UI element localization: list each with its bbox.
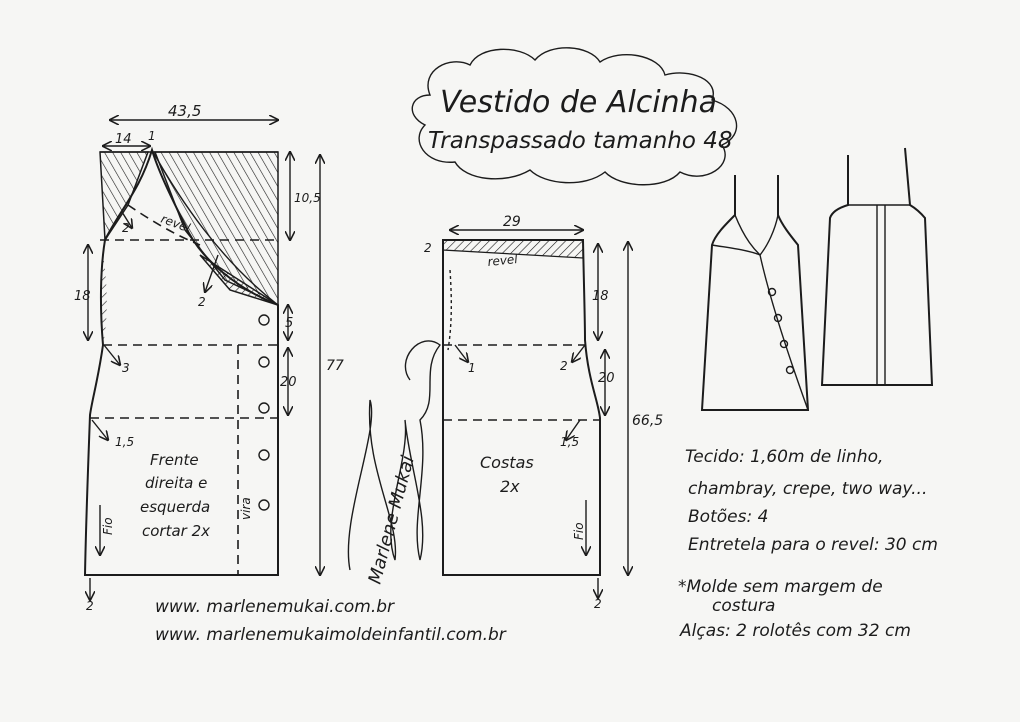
front-button <box>259 500 269 510</box>
front-label-3: esquerda <box>140 498 211 516</box>
website-1: www. marlenemukai.com.br <box>155 597 395 617</box>
back-dim-1: 1 <box>468 361 476 375</box>
dress-front-illustration <box>702 175 808 410</box>
front-dim-button: 5 <box>285 316 294 331</box>
note-straps: Alças: 2 rolotês com 32 cm <box>680 621 911 641</box>
front-dim-width: 43,5 <box>168 102 202 120</box>
note-fabric-2: chambray, crepe, two way... <box>688 479 928 499</box>
front-dim-side-top: 10,5 <box>294 191 321 205</box>
back-dim-2: 2 <box>560 359 568 373</box>
note-fabric: Tecido: 1,60m de linho, <box>685 447 884 467</box>
front-dim-top: 14 <box>115 132 132 147</box>
front-grain-label: Fio <box>101 517 115 535</box>
back-dim-width: 29 <box>503 214 521 230</box>
note-interfacing: Entretela para o revel: 30 cm <box>688 535 938 555</box>
front-button <box>259 357 269 367</box>
website-2: www. marlenemukaimoldeinfantil.com.br <box>155 625 506 645</box>
back-grain-label: Fio <box>572 522 586 540</box>
front-dim-15: 1,5 <box>115 435 135 449</box>
note-seam-2: costura <box>712 596 776 616</box>
back-dim-15: 1,5 <box>560 435 580 449</box>
back-dim-edge: 2 <box>424 241 432 255</box>
front-dim-total: 77 <box>326 358 344 374</box>
front-label-4: cortar 2x <box>142 522 211 540</box>
dress-back-illustration <box>822 148 932 385</box>
front-button <box>259 450 269 460</box>
front-facing-label: revel <box>158 211 193 236</box>
title-line1: Vestido de Alcinha <box>440 85 718 120</box>
back-label-2: 2x <box>500 477 520 496</box>
front-label-2: direita e <box>145 474 208 492</box>
front-dim-2b: 2 <box>198 295 206 309</box>
front-dim-3: 3 <box>122 361 130 375</box>
note-seam: *Molde sem margem de <box>678 577 883 597</box>
back-label-1: Costas <box>480 453 534 472</box>
back-facing-label: revel <box>486 251 519 269</box>
front-dim-small: 1 <box>148 129 156 143</box>
front-button <box>259 315 269 325</box>
front-label-1: Frente <box>150 451 199 469</box>
note-buttons: Botões: 4 <box>688 507 769 527</box>
front-button <box>259 403 269 413</box>
front-dim-2a: 2 <box>122 221 130 235</box>
back-dim-waist: 20 <box>598 371 615 386</box>
svg-text:Marlene Mukai: Marlene Mukai <box>364 453 419 587</box>
back-dim-total: 66,5 <box>632 413 664 429</box>
signature <box>348 341 440 586</box>
front-dim-waist: 20 <box>280 375 297 390</box>
front-dim-armhole: 18 <box>74 289 91 304</box>
back-dim-armhole: 18 <box>592 289 609 304</box>
front-fold-label: vira <box>239 497 253 520</box>
front-dim-hem: 2 <box>86 599 94 613</box>
title-line2: Transpassado tamanho 48 <box>428 128 733 154</box>
back-dim-hem: 2 <box>594 597 602 611</box>
back-pattern <box>443 230 628 598</box>
